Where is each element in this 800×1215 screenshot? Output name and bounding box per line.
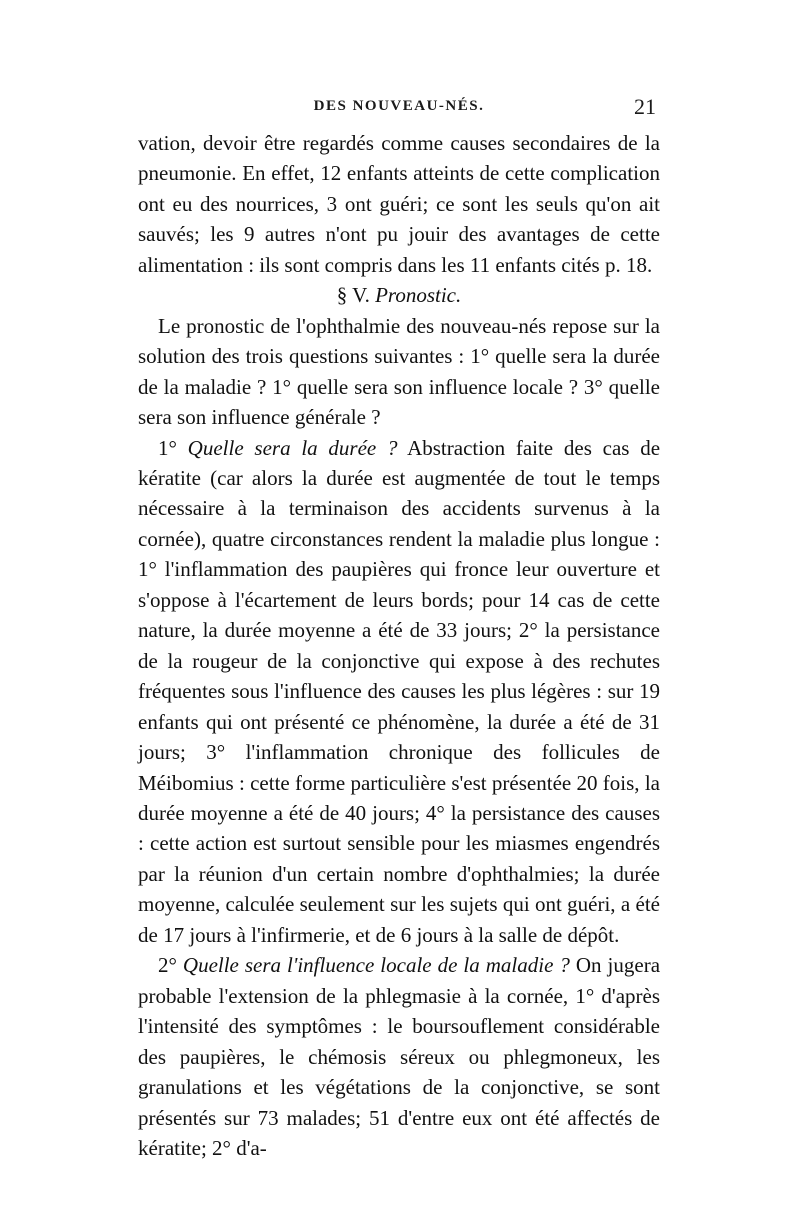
- running-title: DES NOUVEAU-NÉS.: [313, 98, 485, 114]
- paragraph-local-influence: [138, 950, 660, 1163]
- paragraph-duration: [138, 433, 660, 951]
- paragraph-continuation: vation, devoir être regardés comme causes secondaires de la pneumonie. En effet, 12 enfants atteints de cette complication ont eu des nourrices, 3 ont guéri; ce sont les seuls qu'on ait sauvés; les 9 autres n'ont pu jouir des avantages de cette alimentation : ils sont compris dans les 11 enfants cités p. 18.: [138, 131, 660, 277]
- paragraph-label: 2°: [158, 953, 177, 978]
- paragraph-question: Quelle sera l'influence locale de la maladie ?: [182, 953, 570, 978]
- section-number: § V.: [336, 283, 370, 308]
- section-title: Pronostic.: [375, 283, 462, 308]
- section-heading: [138, 280, 660, 310]
- paragraph-question: Quelle sera la durée ?: [187, 435, 398, 460]
- paragraph-pronostic-intro: Le pronostic de l'ophthalmie des nouveau-nés repose sur la solution des trois questions suivantes : 1° quelle sera la durée de la maladie ? 1° quelle sera son influence locale ? 3° quelle sera son influence générale ?: [138, 313, 660, 430]
- body-text: [138, 128, 660, 1163]
- paragraph-text: On jugera probable l'extension de la phlegmasie à la cornée, 1° d'après l'intensité des symptômes : le boursouflement considérable des paupières, le chémosis séreux ou phlegmoneux, les granulations et les végétations de la conjonctive, se sont présentés sur 73 malades; 51 d'entre eux ont été affectés de kératite; 2° d'a-: [138, 953, 661, 1160]
- page-number: 21: [634, 94, 656, 119]
- paragraph-text: Abstraction faite des cas de kératite (car alors la durée est augmentée de tout le temps nécessaire à la terminaison des accidents survenus à la cornée), quatre circonstances rendent la maladie plus longue : 1° l'inflammation des paupières qui fronce leur ouverture et s'oppose à l'écartement de leurs bords; pour 14 cas de cette nature, la durée moyenne a été de 33 jours; 2° la persistance de la rougeur de la conjonctive qui expose à des rechutes fréquentes sous l'influence des causes les plus légères : sur 19 enfants qui ont présenté ce phénomène, la durée a été de 31 jours; 3° l'inflammation chronique des follicules de Méibomius : cette forme particulière s'est présentée 20 fois, la durée moyenne a été de 40 jours; 4° la persistance des causes : cette action est surtout sensible pour les miasmes engendrés par la réunion d'un certain nombre d'ophthalmies; la durée moyenne, calculée seulement sur les sujets qui ont guéri, a été de 17 jours à l'infirmerie, et de 6 jours à la salle de dépôt.: [138, 435, 661, 947]
- running-head: [138, 94, 660, 124]
- paragraph-label: 1°: [158, 435, 177, 460]
